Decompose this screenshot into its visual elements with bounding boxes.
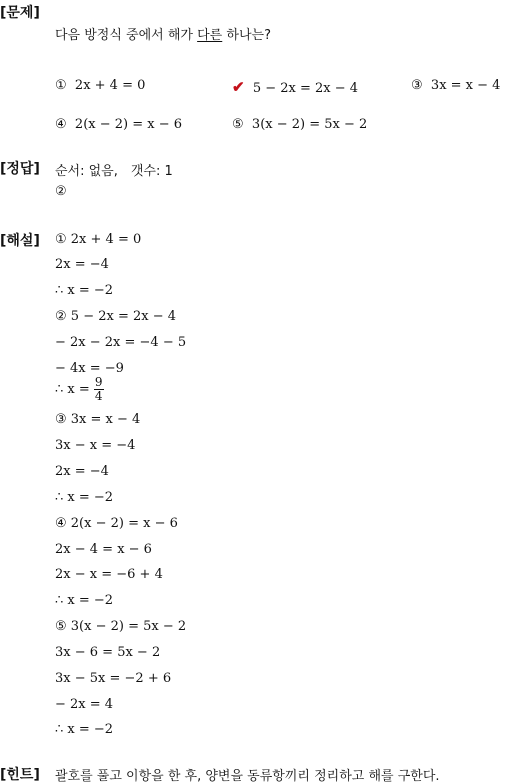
solution-line: 2x − 4 = x − 6 (55, 542, 152, 557)
solution-line: ∴ x = −2 (55, 722, 114, 737)
solution-line: 2x = −4 (55, 464, 109, 479)
solution-line: 2x = −4 (55, 257, 109, 272)
solution-line: ∴ x = −2 (55, 490, 114, 505)
choice-2-equation: 5 − 2x = 2x − 4 (252, 81, 359, 96)
question-after: 하나는? (226, 28, 271, 43)
check-icon: ✔ (232, 78, 245, 96)
explanation-label: [해설] (0, 233, 40, 249)
answer-value: ② (55, 184, 67, 199)
solution-line: ∴ x = −2 (55, 593, 114, 608)
solution-line: ④ 2(x − 2) = x − 6 (55, 516, 178, 531)
solution-line: ⑤ 3(x − 2) = 5x − 2 (55, 619, 187, 634)
solution-line: 2x − x = −6 + 4 (55, 567, 163, 582)
solution-line: 3x − x = −4 (55, 438, 136, 453)
solution-line: − 2x − 2x = −4 − 5 (55, 335, 187, 350)
hint-text: 괄호를 풀고 이항을 한 후, 양변을 동류항끼리 정리하고 해를 구한다. (55, 769, 440, 784)
choice-1-equation: 2x + 4 = 0 (74, 78, 146, 93)
choice-4-mark: ④ (55, 117, 67, 132)
choice-5-equation: 3(x − 2) = 5x − 2 (251, 117, 368, 132)
solution-line: ③ 3x = x − 4 (55, 412, 141, 427)
solution-fraction-line (55, 376, 104, 403)
choice-3-mark: ③ (411, 78, 423, 93)
hint-label: [힌트] (0, 767, 40, 783)
choice-1-mark: ① (55, 78, 67, 93)
choice-4[interactable] (55, 117, 182, 132)
answer-meta: 순서: 없음, 갯수: 1 (55, 164, 173, 179)
solution-line: ② 5 − 2x = 2x − 4 (55, 309, 177, 324)
question-text (55, 24, 271, 43)
solution-line: ∴ x = −2 (55, 283, 114, 298)
choice-1[interactable] (55, 78, 145, 93)
choice-4-equation: 2(x − 2) = x − 6 (74, 117, 183, 132)
solution-line: − 4x = −9 (55, 361, 124, 376)
fraction-numerator: 9 (94, 375, 103, 389)
choice-2[interactable] (232, 78, 358, 96)
solution-line: ① 2x + 4 = 0 (55, 232, 142, 247)
answer-label: [정답] (0, 161, 40, 177)
choice-3[interactable] (411, 78, 500, 93)
choice-5-mark: ⑤ (232, 117, 244, 132)
choice-5[interactable] (232, 117, 367, 132)
solution-line: 3x − 5x = −2 + 6 (55, 671, 172, 686)
choice-3-equation: 3x = x − 4 (430, 78, 501, 93)
question-underlined: 다른 (197, 28, 223, 43)
problem-label: [문제] (0, 5, 40, 21)
solution-line: − 2x = 4 (55, 697, 114, 712)
solution-line: 3x − 6 = 5x − 2 (55, 645, 161, 660)
solution-line: ∴ x = (55, 382, 90, 397)
question-before: 다음 방정식 중에서 해가 (55, 28, 193, 43)
fraction-denominator: 4 (94, 389, 103, 403)
fraction (94, 376, 104, 403)
